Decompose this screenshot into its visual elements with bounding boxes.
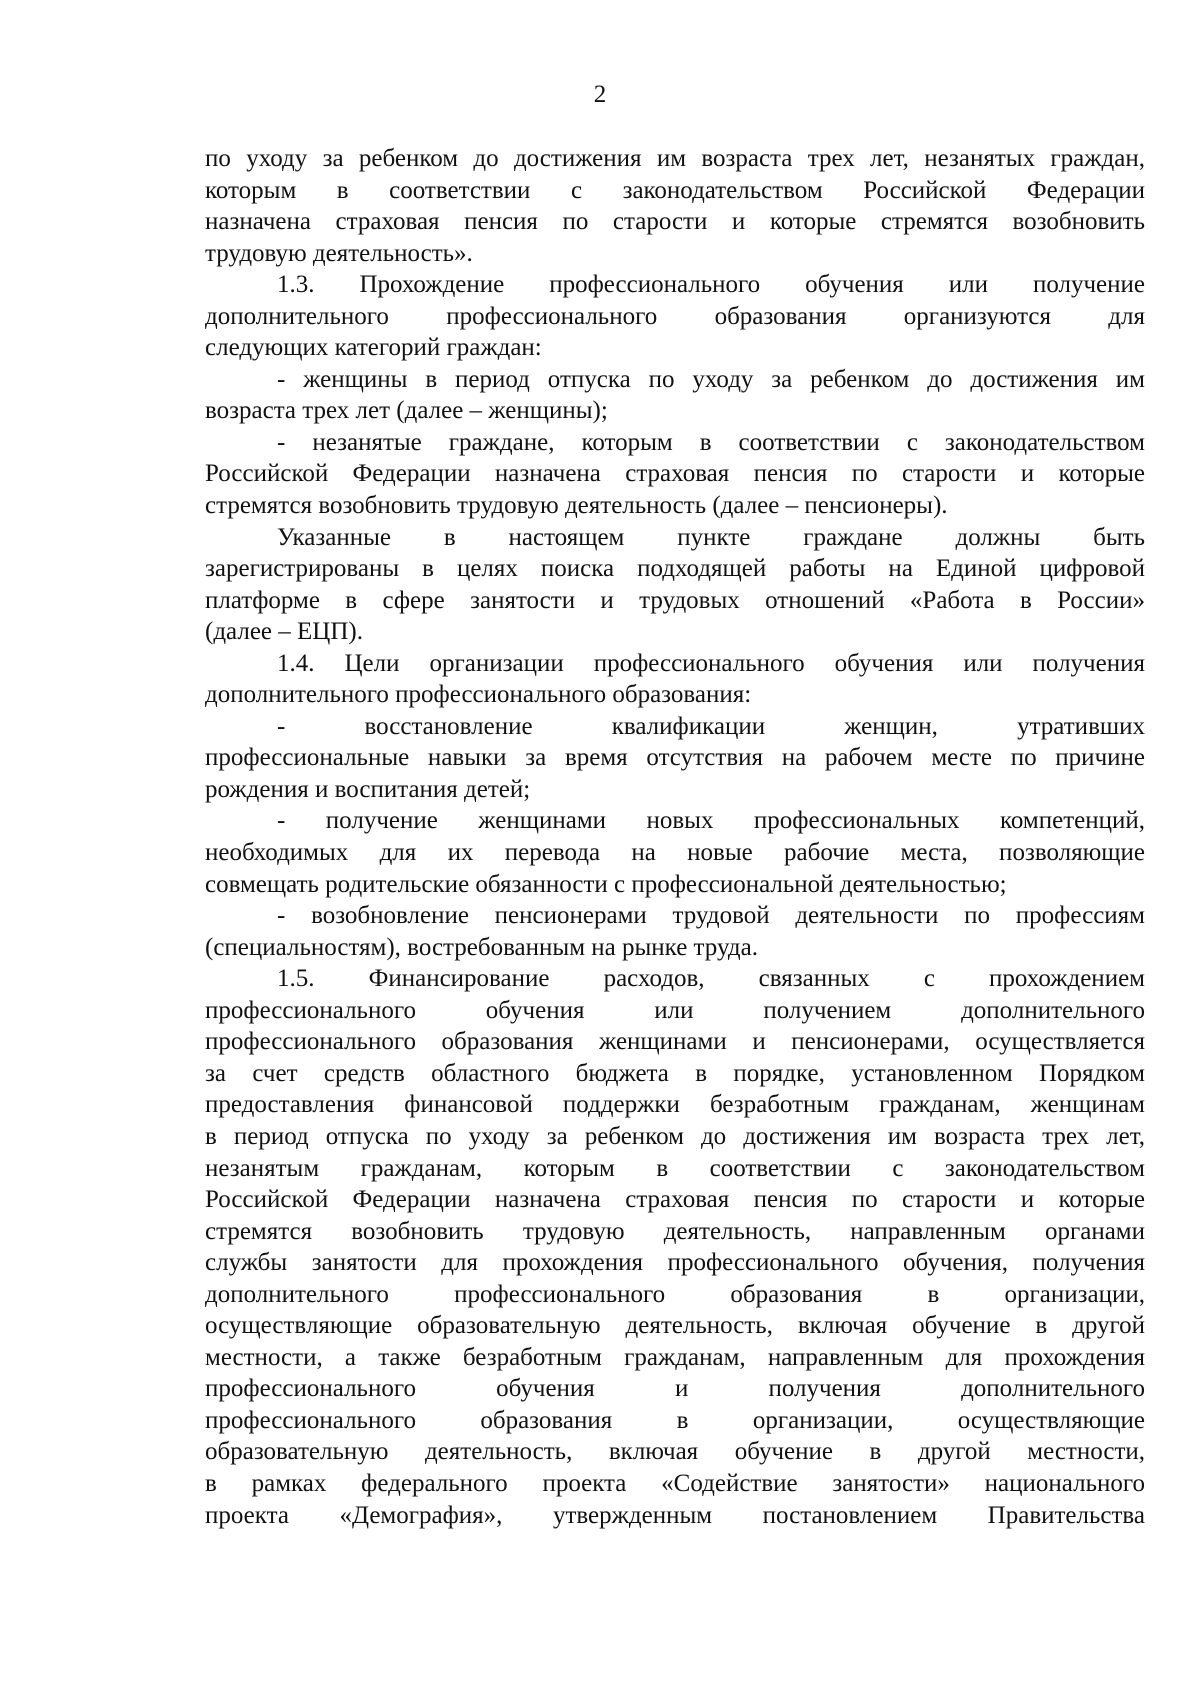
text-line: местности, а также безработным гражданам, направленным для прохождения xyxy=(205,1343,1145,1371)
list-item xyxy=(205,805,1145,900)
text-line: стремятся возобновить трудовую деятельность, направленным органами xyxy=(205,1217,1145,1245)
text-line: 1.5. Финансирование расходов, связанных с прохождением xyxy=(277,965,1145,993)
list-item xyxy=(205,427,1145,522)
text-line: платформе в сфере занятости и трудовых отношений «Работа в России» xyxy=(205,586,1145,614)
text-line: профессиональные навыки за время отсутствия на рабочем месте по причине xyxy=(205,744,1145,772)
text-line: профессионального образования женщинами и пенсионерами, осуществляется xyxy=(205,1028,1145,1056)
text-line: (далее – ЕЦП). xyxy=(205,618,363,646)
text-line: профессионального обучения и получения дополнительного xyxy=(205,1375,1145,1403)
text-line: Российской Федерации назначена страховая пенсия по старости и которые xyxy=(205,1186,1145,1214)
text-line: профессионального образования в организации, осуществляющие xyxy=(205,1406,1145,1434)
text-line: проекта «Демография», утвержденным постановлением Правительства xyxy=(205,1501,1145,1529)
text-line: 1.3. Прохождение профессионального обучения или получение xyxy=(277,271,1145,299)
text-line: осуществляющие образовательную деятельность, включая обучение в другой xyxy=(205,1312,1145,1340)
text-line: - незанятые граждане, которым в соответствии с законодательством xyxy=(277,428,1145,456)
text-line: назначена страховая пенсия по старости и которые стремятся возобновить xyxy=(205,208,1145,236)
text-line: в рамках федерального проекта «Содействие занятости» национального xyxy=(205,1469,1145,1497)
text-line: образовательную деятельность, включая обучение в другой местности, xyxy=(205,1438,1145,1466)
text-line: - женщины в период отпуска по уходу за ребенком до достижения им xyxy=(277,365,1145,393)
list-item xyxy=(205,900,1145,963)
text-line: которым в соответствии с законодательством Российской Федерации xyxy=(205,176,1145,204)
paragraph-1-5 xyxy=(205,963,1145,1531)
text-line: возраста трех лет (далее – женщины); xyxy=(205,397,608,425)
text-line: трудовую деятельность». xyxy=(205,239,473,267)
text-line: стремятся возобновить трудовую деятельность (далее – пенсионеры). xyxy=(205,492,948,520)
document-body xyxy=(205,143,1145,1531)
list-item xyxy=(205,711,1145,806)
text-line: незанятым гражданам, которым в соответствии с законодательством xyxy=(205,1154,1145,1182)
text-line: предоставления финансовой поддержки безработным гражданам, женщинам xyxy=(205,1091,1145,1119)
text-line: профессионального обучения или получением дополнительного xyxy=(205,996,1145,1024)
paragraph-1-4 xyxy=(205,648,1145,711)
text-line: дополнительного профессионального образования организуются для xyxy=(205,302,1145,330)
paragraph-1-3 xyxy=(205,269,1145,364)
text-line: совмещать родительские обязанности с профессиональной деятельностью; xyxy=(205,870,1007,898)
text-line: - восстановление квалификации женщин, утративших xyxy=(277,712,1145,740)
paragraph xyxy=(205,143,1145,269)
text-line: дополнительного профессионального образования: xyxy=(205,681,752,709)
text-line: 1.4. Цели организации профессионального обучения или получения xyxy=(277,649,1145,677)
text-line: - получение женщинами новых профессиональных компетенций, xyxy=(277,807,1145,835)
text-line: - возобновление пенсионерами трудовой деятельности по профессиям xyxy=(277,902,1145,930)
text-line: службы занятости для прохождения профессионального обучения, получения xyxy=(205,1249,1145,1277)
text-line: следующих категорий граждан: xyxy=(205,334,542,362)
text-line: (специальностям), востребованным на рынке труда. xyxy=(205,933,758,961)
text-line: Указанные в настоящем пункте граждане должны быть xyxy=(277,523,1145,551)
text-line: дополнительного профессионального образования в организации, xyxy=(205,1280,1145,1308)
paragraph xyxy=(205,522,1145,648)
text-line: в период отпуска по уходу за ребенком до достижения им возраста трех лет, xyxy=(205,1122,1145,1150)
page-number: 2 xyxy=(593,81,607,108)
text-line: по уходу за ребенком до достижения им возраста трех лет, незанятых граждан, xyxy=(205,145,1145,172)
text-line: рождения и воспитания детей; xyxy=(205,775,531,803)
text-line: необходимых для их перевода на новые рабочие места, позволяющие xyxy=(205,839,1145,867)
list-item xyxy=(205,364,1145,427)
text-line: Российской Федерации назначена страховая пенсия по старости и которые xyxy=(205,460,1145,488)
text-line: зарегистрированы в целях поиска подходящей работы на Единой цифровой xyxy=(205,555,1145,583)
text-line: за счет средств областного бюджета в порядке, установленном Порядком xyxy=(205,1059,1145,1087)
